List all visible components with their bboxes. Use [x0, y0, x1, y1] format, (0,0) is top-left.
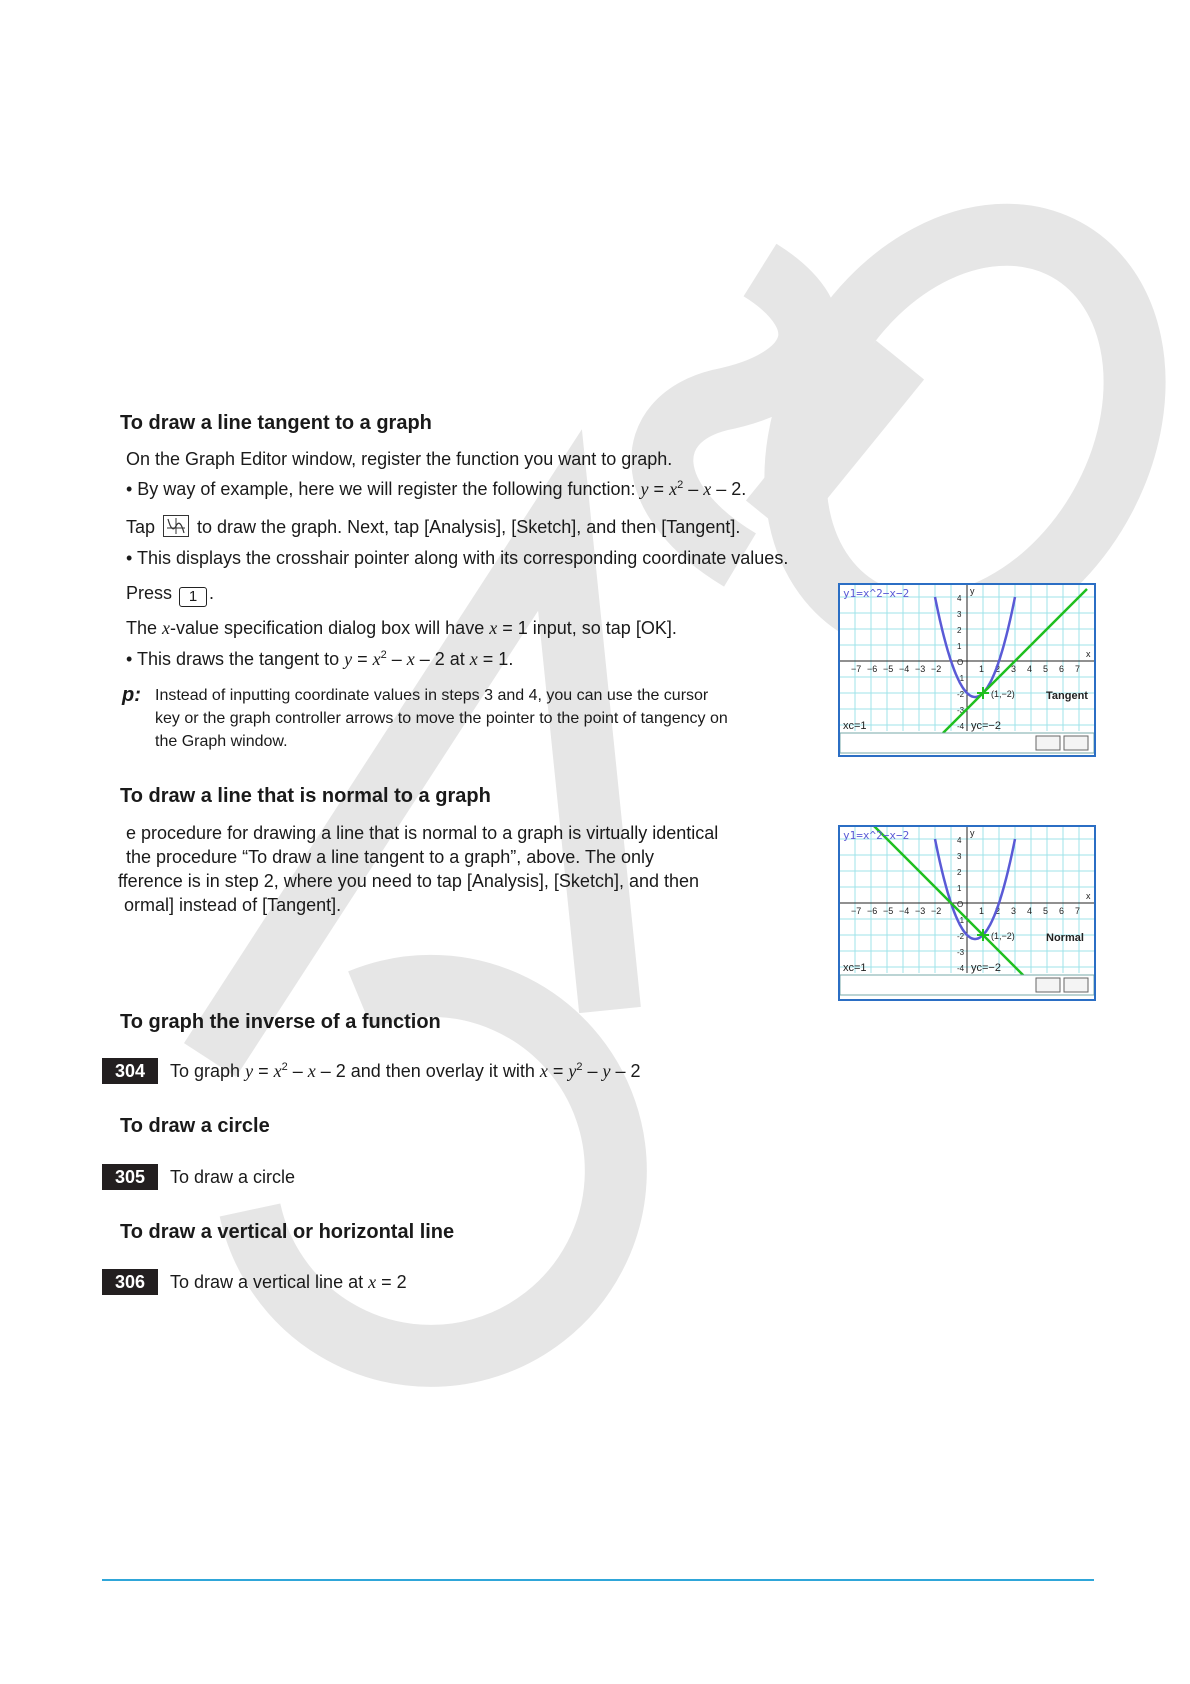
y-tick-label: -2: [957, 690, 965, 699]
normal-line-1: e procedure for drawing a line that is normal to a graph is virtually identical: [126, 823, 719, 843]
tip-line-3: the Graph window.: [155, 733, 288, 750]
y-tick-label: -3: [957, 948, 965, 957]
tangent-bullet2: • This displays the crosshair pointer along with its corresponding coordinate values.: [126, 548, 789, 568]
x-tick-label: 5: [1043, 906, 1049, 916]
y-tick-label: 4: [957, 836, 962, 845]
normal-line-2: the procedure “To draw a line tangent to a graph”, above. The only: [126, 847, 655, 867]
normal-heading: To draw a line that is normal to a graph: [120, 785, 491, 807]
graph-equation: y1=x^2−x−2: [843, 587, 910, 600]
x-tick-label: 4: [1027, 906, 1033, 916]
tangent-heading: To draw a line tangent to a graph: [120, 412, 432, 434]
example-306: [102, 1269, 407, 1295]
normal-screen: [838, 825, 1096, 1001]
x-tick-label: 1: [979, 906, 985, 916]
example-text: To draw a circle: [170, 1166, 296, 1187]
xc-readout: xc=1: [843, 962, 867, 974]
example-badge: 306: [102, 1269, 158, 1295]
y-tick-label: O: [957, 900, 964, 909]
mode-label: Tangent: [1046, 690, 1088, 702]
y-tick-label: 4: [957, 594, 962, 603]
y-tick-label: -4: [957, 722, 965, 731]
x-tick-label: −2: [931, 664, 942, 674]
graph-equation: y1=x^2−x−2: [843, 829, 910, 842]
y-tick-label: 1: [957, 884, 962, 893]
x-tick-label: −4: [899, 664, 910, 674]
x-tick-label: −2: [931, 906, 942, 916]
tangent-step3: Press 1 .: [126, 583, 215, 605]
y-tick-label: O: [957, 658, 964, 667]
paste-icon: [1064, 978, 1088, 992]
example-badge: 305: [102, 1164, 158, 1190]
x-tick-label: −4: [899, 906, 910, 916]
y-axis-label: y: [970, 586, 975, 596]
point-label: (1,−2): [991, 931, 1015, 941]
y-tick-label: -4: [957, 964, 965, 973]
inverse-heading: To graph the inverse of a function: [120, 1011, 441, 1033]
parabola-curve: [935, 839, 1015, 939]
example-text: To draw a vertical line at x = 2: [170, 1271, 407, 1292]
yc-readout: yc=−2: [971, 962, 1001, 974]
parabola-curve: [935, 597, 1015, 697]
x-tick-label: 1: [979, 664, 985, 674]
x-tick-label: 2: [995, 906, 1001, 916]
watermark-letter-c: [250, 986, 616, 1356]
y-tick-label: -1: [957, 916, 965, 925]
tangent-step1: On the Graph Editor window, register the function you want to graph.: [126, 449, 673, 469]
y-tick-label: 3: [957, 610, 962, 619]
point-label: (1,−2): [991, 689, 1015, 699]
x-tick-label: 7: [1075, 906, 1081, 916]
watermark-letter-o: [795, 235, 1134, 625]
tangent-bullet3: • This draws the tangent to $y = x^2 - x - 2$ at x = 1.: [126, 649, 514, 669]
x-tick-label: −6: [867, 906, 878, 916]
x-tick-label: 4: [1027, 664, 1033, 674]
y-tick-label: -2: [957, 932, 965, 941]
x-tick-label: 3: [1011, 664, 1017, 674]
y-tick-label: 3: [957, 852, 962, 861]
footer-rule: [102, 1579, 1094, 1581]
example-304: [102, 1058, 641, 1084]
graph-icon: [163, 515, 189, 537]
x-tick-label: −3: [915, 906, 926, 916]
tangent-bullet1: • By way of example, here we will register the following function: $y = x^2 - x - 2$.: [126, 479, 747, 499]
x-axis-label: x: [1086, 891, 1091, 901]
example-badge: 304: [102, 1058, 158, 1084]
copy-icon: [1036, 736, 1060, 750]
vline-heading: To draw a vertical or horizontal line: [120, 1221, 455, 1243]
x-tick-label: −5: [883, 664, 894, 674]
key-1: 1: [179, 587, 207, 607]
copy-icon: [1036, 978, 1060, 992]
x-tick-label: −5: [883, 906, 894, 916]
mode-label: Normal: [1046, 932, 1084, 944]
normal-line-4: ormal] instead of [Tangent].: [124, 895, 342, 915]
y-tick-label: 2: [957, 868, 962, 877]
example-text: To graph $y = x^2 - x - 2$ and then overlay it with $x = y^2 - y - 2$: [170, 1060, 641, 1081]
y-tick-label: 1: [957, 642, 962, 651]
x-tick-label: −7: [851, 906, 862, 916]
tangent-step2: Tap to draw the graph. Next, tap [Analysis], [Sketch], and then [Tangent].: [126, 517, 741, 537]
x-tick-label: 3: [1011, 906, 1017, 916]
tip-line-1: Instead of inputting coordinate values in steps 3 and 4, you can use the cursor: [155, 687, 709, 704]
xc-readout: xc=1: [843, 720, 867, 732]
circle-heading: To draw a circle: [120, 1115, 270, 1137]
example-305: [102, 1164, 295, 1190]
paste-icon: [1064, 736, 1088, 750]
x-tick-label: −6: [867, 664, 878, 674]
y-tick-label: -3: [957, 706, 965, 715]
x-tick-label: 6: [1059, 906, 1065, 916]
tip-label: p:: [122, 684, 141, 706]
y-axis-label: y: [970, 828, 975, 838]
tangent-step4: The x-value specification dialog box will have x = 1 input, so tap [OK].: [126, 618, 677, 638]
tip-line-2: key or the graph controller arrows to move the pointer to the point of tangency on: [155, 710, 728, 727]
x-tick-label: 5: [1043, 664, 1049, 674]
watermark-letter-i: [770, 360, 900, 520]
normal-line-3: fference is in step 2, where you need to tap [Analysis], [Sketch], and then: [118, 871, 700, 891]
x-tick-label: 6: [1059, 664, 1065, 674]
x-tick-label: 7: [1075, 664, 1081, 674]
x-tick-label: −3: [915, 664, 926, 674]
yc-readout: yc=−2: [971, 720, 1001, 732]
x-tick-label: 2: [995, 664, 1001, 674]
y-tick-label: -1: [957, 674, 965, 683]
tangent-screen: [838, 583, 1096, 757]
x-axis-label: x: [1086, 649, 1091, 659]
normal-line: [847, 827, 1031, 983]
y-tick-label: 2: [957, 626, 962, 635]
x-tick-label: −7: [851, 664, 862, 674]
